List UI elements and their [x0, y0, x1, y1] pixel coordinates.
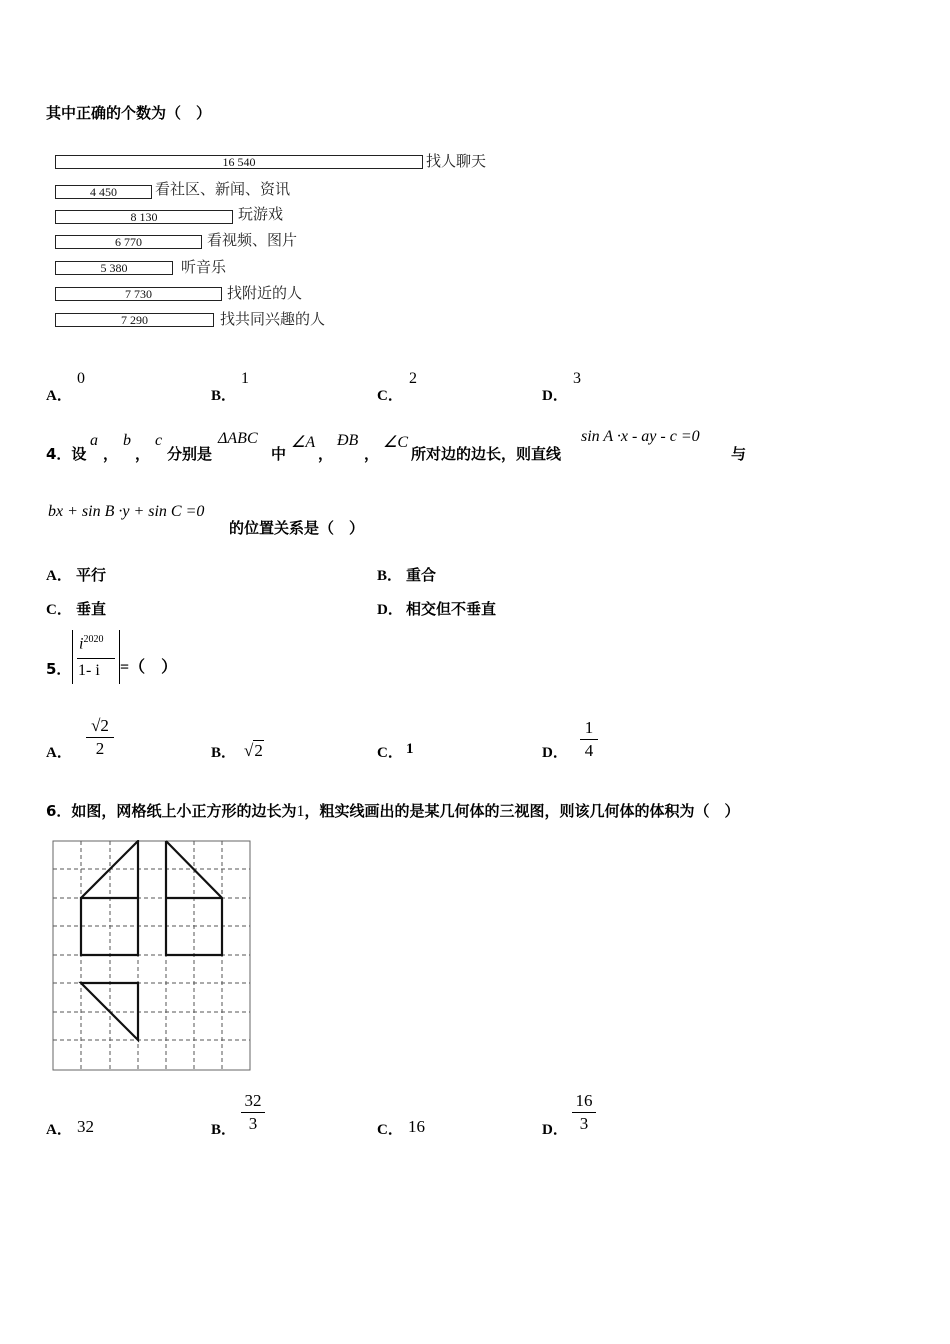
q4-option-a-letter: A． — [46, 568, 72, 584]
q4-number: 4．设 — [46, 445, 87, 463]
q4-var-c: c — [155, 432, 163, 449]
q4-text-4: 与 — [731, 445, 747, 463]
q4-text-1: 分别是 — [167, 445, 213, 463]
q5-equals: =（ ） — [120, 659, 178, 676]
q3-option-b-letter: B． — [211, 388, 237, 404]
q6-option-c-letter: C． — [377, 1122, 403, 1138]
chart-label-nearby: 找附近的人 — [227, 284, 303, 302]
chart-bar-news: 4 450 — [55, 185, 152, 199]
q4-angle-c: ∠C — [383, 434, 409, 451]
q5-option-d-denominator: 4 — [584, 741, 594, 760]
q5-expression — [72, 630, 120, 684]
q5-option-a-fraction — [86, 716, 114, 759]
chart-label-music: 听音乐 — [181, 258, 227, 276]
q3-option-a-letter: A． — [46, 388, 72, 404]
chart-bar-nearby: 7 730 — [55, 287, 222, 301]
q5-option-b-letter: B． — [211, 745, 237, 761]
q6-stem-a: 6．如图，网格纸上小正方形的边长为 — [46, 802, 297, 820]
q6-stem — [46, 800, 739, 821]
q6-option-b-letter: B． — [211, 1122, 237, 1138]
q5-option-d-fraction — [580, 718, 598, 761]
q4-comma-2: ， — [135, 445, 151, 463]
q6-option-a-letter: A． — [46, 1122, 72, 1138]
chart-bar-chat: 16 540 — [55, 155, 423, 169]
chart-label-video: 看视频、图片 — [207, 231, 298, 249]
q4-comma-4: ， — [364, 445, 380, 463]
chart-bar-video: 6 770 — [55, 235, 202, 249]
q6-stem-b: ，粗实线画出的是某几何体的三视图，则该几何体的体积为（ ） — [304, 802, 740, 820]
q4-angle-b: ÐB — [337, 432, 359, 449]
chart-bar-interest: 7 290 — [55, 313, 214, 327]
q4-option-b-letter: B． — [377, 568, 403, 584]
q6-three-view-figure — [52, 840, 252, 1072]
q5-option-d-numerator: 1 — [584, 718, 594, 737]
q6-option-b-fraction — [241, 1091, 265, 1134]
q5-number: 5． — [46, 660, 72, 678]
chart-label-news: 看社区、新闻、资讯 — [155, 180, 291, 198]
q6-option-b-denominator: 3 — [248, 1114, 258, 1133]
q3-question-tail: 其中正确的个数为（ ） — [46, 104, 212, 122]
q4-option-b-text: 重合 — [406, 566, 437, 584]
q3-option-c-letter: C． — [377, 388, 403, 404]
q5-exponent: 2020 — [83, 634, 104, 645]
q4-line-2: bx + sin B ·y + sin C =0 — [48, 503, 205, 520]
chart-bar-games: 8 130 — [55, 210, 233, 224]
q3-option-b-value: 1 — [241, 370, 249, 387]
q3-option-a-value: 0 — [77, 370, 85, 387]
q3-option-d-letter: D． — [542, 388, 568, 404]
q5-option-d-letter: D． — [542, 745, 568, 761]
q6-option-d-fraction — [572, 1091, 596, 1134]
q4-option-d-letter: D． — [377, 602, 403, 618]
chart-bar-music: 5 380 — [55, 261, 173, 275]
q4-line-1: sin A ·x - ay - c =0 — [581, 428, 700, 445]
q4-comma-1: ， — [103, 445, 119, 463]
q5-option-a-numerator: √2 — [91, 716, 109, 735]
q6-stem-one: 1 — [296, 803, 305, 820]
q4-option-c-text: 垂直 — [76, 600, 107, 618]
chart-label-interest: 找共同兴趣的人 — [220, 310, 326, 328]
q5-option-c-letter: C． — [377, 745, 403, 761]
q5-numerator: i — [79, 635, 84, 653]
q4-option-d-text: 相交但不垂直 — [406, 600, 497, 618]
q4-text-3: 所对边的边长，则直线 — [411, 445, 562, 463]
q5-denominator: 1- i — [78, 662, 100, 679]
q4-triangle: ΔABC — [218, 430, 258, 447]
q5-option-a-denominator: 2 — [95, 739, 105, 758]
q3-option-d-value: 3 — [573, 370, 581, 387]
q4-text-5: 的位置关系是（ ） — [229, 519, 365, 537]
q5-option-c-text: 1 — [406, 741, 414, 757]
q5-option-a-letter: A． — [46, 745, 72, 761]
q6-option-d-letter: D． — [542, 1122, 568, 1138]
chart-label-chat: 找人聊天 — [426, 152, 487, 170]
q6-option-c-text: 16 — [408, 1117, 425, 1136]
q6-option-d-numerator: 16 — [575, 1091, 593, 1110]
q6-option-b-numerator: 32 — [244, 1091, 262, 1110]
q6-option-a-text: 32 — [77, 1117, 94, 1136]
q5-option-b-radicand: 2 — [254, 741, 263, 760]
q4-var-b: b — [123, 432, 131, 449]
q3-bar-chart — [50, 145, 510, 350]
chart-label-games: 玩游戏 — [238, 205, 284, 223]
q5-option-b-sqrt: √2 — [244, 741, 263, 760]
q4-angle-a: ∠A — [291, 434, 316, 451]
q4-text-2: 中 — [271, 445, 287, 463]
q6-option-d-denominator: 3 — [579, 1114, 589, 1133]
q3-option-c-value: 2 — [409, 370, 417, 387]
q4-var-a: a — [90, 432, 98, 449]
q4-option-c-letter: C． — [46, 602, 72, 618]
q4-option-a-text: 平行 — [76, 566, 107, 584]
q4-comma-3: ， — [318, 445, 334, 463]
